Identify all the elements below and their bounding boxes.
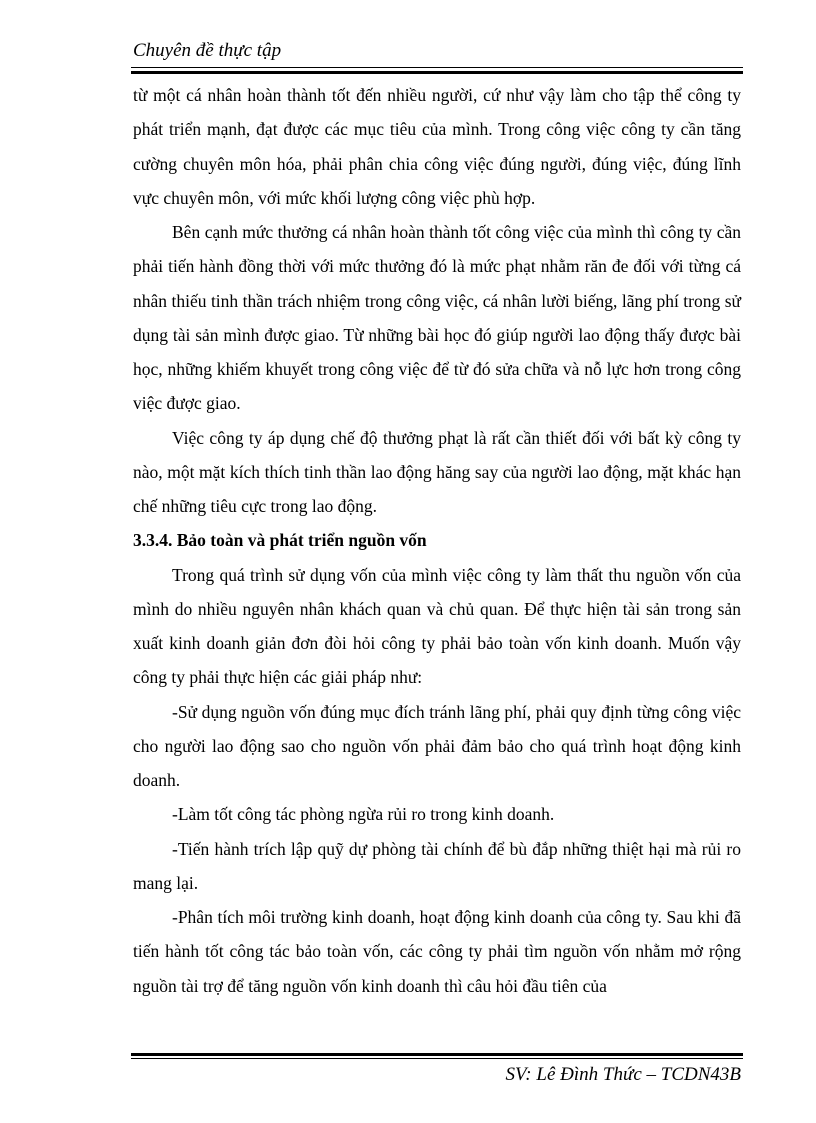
bullet-4: -Phân tích môi trường kinh doanh, hoạt động kinh doanh của công ty. Sau khi đã tiến hành tốt công tác bảo toàn vốn, các công ty phải tìm nguồn vốn nhằm mở rộng nguồn tài trợ để tăng nguồn vốn kinh doanh thì câu hỏi đầu tiên của — [133, 907, 741, 996]
footer-rule-thin — [131, 1058, 743, 1059]
header-rule-thin — [131, 67, 743, 68]
header-rule-thick — [131, 71, 743, 74]
section-heading: 3.3.4. Bảo toàn và phát triển nguồn vốn — [133, 530, 427, 551]
bullet-2: -Làm tốt công tác phòng ngừa rủi ro trong kinh doanh. — [172, 804, 555, 825]
paragraph-2: Bên cạnh mức thưởng cá nhân hoàn thành tốt công việc của mình thì công ty cần phải tiến hành đồng thời với mức thưởng đó là mức phạt nhằm răn đe đối với từng cá nhân thiếu tinh thần trách nhiệm trong công việc, cá nhân lười biếng, lãng phí trong sử dụng tài sản mình được giao. Từ những bài học đó giúp người lao động thấy được bài học, những khiếm khuyết trong công việc để từ đó sửa chữa và nỗ lực hơn trong công việc được giao. — [133, 222, 741, 414]
paragraph-1: từ một cá nhân hoàn thành tốt đến nhiều người, cứ như vậy làm cho tập thể công ty phát triển mạnh, đạt được các mục tiêu của mình. Trong công việc công ty cần tăng cường chuyên môn hóa, phải phân chia công việc đúng người, đúng việc, đúng lĩnh vực chuyên môn, với mức khối lượng công việc phù hợp. — [133, 85, 741, 208]
paragraph-3: Việc công ty áp dụng chế độ thưởng phạt là rất cần thiết đối với bất kỳ công ty nào, một mặt kích thích tinh thần lao động hăng say của người lao động, mặt khác hạn chế những tiêu cực trong lao động. — [133, 427, 741, 516]
page-header-title: Chuyên đề thực tập — [133, 40, 282, 61]
bullet-1: -Sử dụng nguồn vốn đúng mục đích tránh lãng phí, phải quy định từng công việc cho người lao động sao cho nguồn vốn phải đảm bảo cho quá trình hoạt động kinh doanh. — [133, 701, 741, 790]
body-text — [133, 78, 741, 1003]
bullet-3: -Tiến hành trích lập quỹ dự phòng tài chính để bù đắp những thiệt hại mà rủi ro mang lại. — [133, 838, 741, 893]
page-footer-author: SV: Lê Đình Thức – TCDN43B — [505, 1064, 741, 1085]
paragraph-4: Trong quá trình sử dụng vốn của mình việc công ty làm thất thu nguồn vốn của mình do nhiều nguyên nhân khách quan và chủ quan. Để thực hiện tài sản trong sản xuất kinh doanh giản đơn đòi hỏi công ty phải bảo toàn vốn kinh doanh. Muốn vậy công ty phải thực hiện các giải pháp như: — [133, 564, 741, 688]
footer-rule-thick — [131, 1053, 743, 1056]
